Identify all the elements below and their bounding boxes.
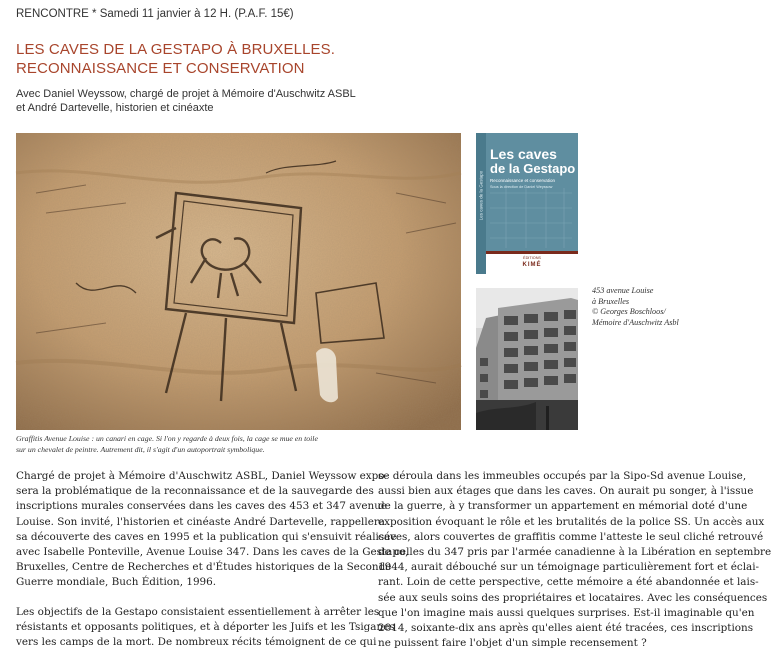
text-line: Guerre mondiale, Buch Édition, 1996. [16, 576, 217, 589]
event-line: RENCONTRE * Samedi 11 janvier à 12 H. (P.A.F. 15€) [16, 8, 294, 20]
text-line: ne puissent faire l'objet d'un simple recensement ? [378, 637, 647, 650]
article-title [16, 40, 335, 78]
body-column-right [378, 469, 771, 651]
text-line: sée aux seuls soins des propriétaires et locataires. Avec les conséquences [378, 591, 768, 604]
book-subtitle: Reconnaissance et conservation [490, 178, 556, 183]
paragraph-2 [16, 605, 395, 651]
text-line: rant. Loin de cette perspective, cette mémoire a été abandonnée et lais- [378, 576, 759, 589]
title-line-1: LES CAVES DE LA GESTAPO À BRUXELLES. [16, 41, 336, 58]
authors-line-1: Avec Daniel Weyssow, chargé de projet à Mémoire d'Auschwitz ASBL [16, 88, 356, 100]
book-spine-text: Les caves de la Gestapo [478, 170, 484, 221]
paragraph-3 [378, 469, 771, 651]
book-title-line-2: de la Gestapo [490, 161, 576, 176]
text-line: de la guerre, à y transformer un appartement en mémorial doté d'une [378, 500, 748, 513]
text-line: exposition évoquant le rôle et les brutalités de la police SS. Un accès aux [378, 515, 765, 528]
graffiti-photo [16, 133, 461, 430]
text-line: 2014, soixante-dix ans après qu'elles aient été tracées, ces inscriptions [378, 622, 754, 635]
text-line: sera la problématique de la reconnaissance et de la sauvegarde des [16, 485, 374, 498]
building-caption-line-1: 453 avenue Louise [592, 286, 654, 295]
building-caption-line-3: © Georges Boschloos/ [592, 307, 666, 316]
text-line: aussi bien aux étages que dans les caves. On aurait pu songer, à l'issue [378, 485, 754, 498]
graffiti-caption-line-2: sur un chevalet de peintre. Autrement dit, il s'agit d'un autoportrait symbolique. [16, 444, 265, 454]
body-column-left [16, 469, 409, 650]
text-line: que l'on imagine mais aussi quelques surprises. Est-il imaginable qu'en [378, 606, 755, 619]
graffiti-caption [16, 434, 318, 455]
text-line: Chargé de projet à Mémoire d'Auschwitz ASBL, Daniel Weyssow expo- [16, 470, 389, 482]
book-title-line-1: Les caves [490, 146, 557, 162]
text-line: Louise. Son invité, l'historien et cinéaste André Dartevelle, rappellera [16, 515, 385, 528]
building-caption-line-2: à Bruxelles [592, 296, 630, 306]
text-line: vers les camps de la mort. De nombreux récits témoignent de ce qui [16, 636, 377, 649]
building-photo [476, 288, 578, 430]
book-authors: Sous la direction de Daniel Weyssow [490, 185, 553, 189]
text-line: caves, alors couvertes de graffitis comme l'atteste le seul cliché retrouvé [378, 530, 764, 543]
text-line: Les objectifs de la Gestapo consistaient essentiellement à arrêter les [16, 605, 380, 618]
building-caption [592, 286, 679, 328]
graffiti-caption-line-1: Graffitis Avenue Louise : un canari en cage. Si l'on y regarde à deux fois, la cage se mue en toile [16, 434, 318, 443]
text-line: inscriptions murales conservées dans les caves des 453 et 347 avenue [16, 500, 388, 513]
paragraph-1 [16, 469, 409, 591]
building-photo-image [476, 288, 578, 430]
text-line: résistants et opposants politiques, et à déporter les Juifs et les Tsiganes [16, 620, 395, 633]
graffiti-photo-image [16, 133, 461, 430]
text-line: de celles du 347 pris par l'armée canadienne à la Libération en septembre [378, 546, 771, 559]
text-line: se déroula dans les immeubles occupés par la Sipo-Sd avenue Louise, [378, 470, 747, 482]
authors-line-2: et André Dartevelle, historien et cinéaxte [16, 102, 214, 114]
building-caption-line-4: Mémoire d'Auschwitz Asbl [592, 317, 679, 327]
book-publisher: KIMÉ [522, 262, 542, 268]
title-line-2: RECONNAISSANCE ET CONSERVATION [16, 60, 305, 77]
text-line: Bruxelles, Centre de Recherches et d'Études historiques de la Seconde [16, 561, 392, 574]
text-line: sa découverte des caves en 1995 et la publication qui s'ensuivit réalisée [16, 530, 397, 543]
article-authors [16, 87, 356, 115]
text-line: avec Isabelle Ponteville, Avenue Louise 347. Dans les caves de la Gestapo, [16, 546, 409, 559]
text-line: 1944, aurait débouché sur un témoignage particulièrement fort et éclai- [378, 561, 760, 574]
book-publisher-top: ÉDITIONS [523, 256, 541, 260]
book-cover [476, 133, 578, 274]
